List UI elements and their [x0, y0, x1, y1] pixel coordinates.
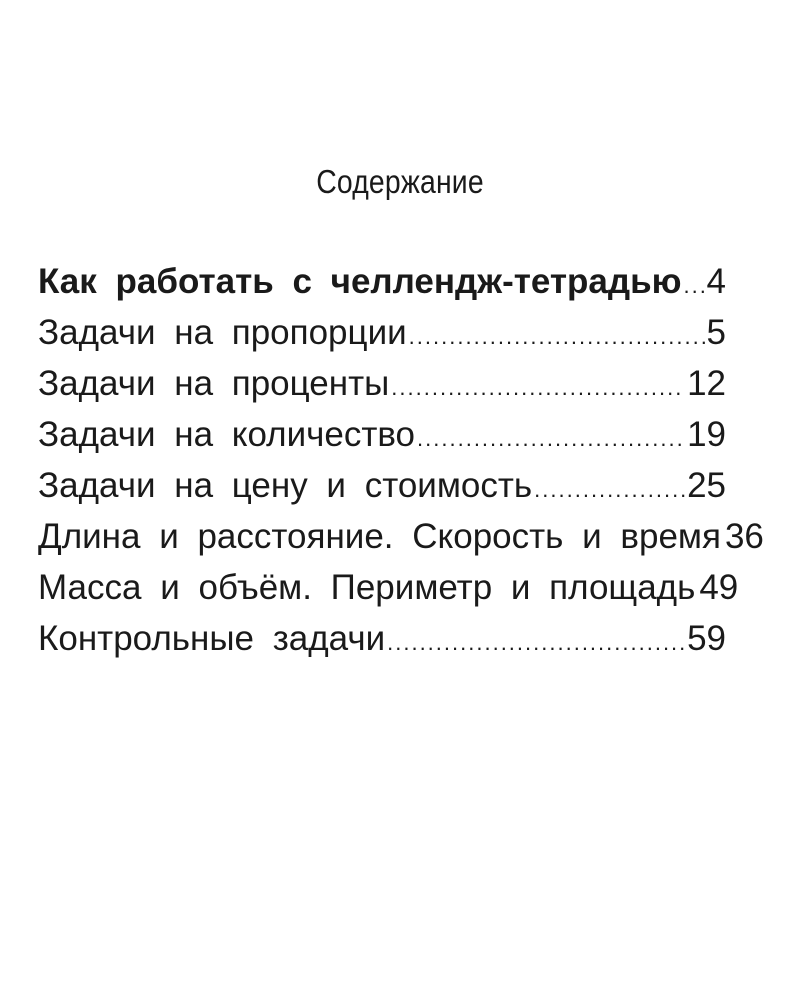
toc-entry-label: Масса и объём. Периметр и площадь — [38, 568, 696, 607]
toc-entry[interactable] — [38, 415, 726, 466]
toc-entry[interactable] — [38, 466, 726, 517]
toc-entry-page: 4 — [706, 262, 726, 301]
toc-entry-label: Задачи на пропорции — [38, 313, 407, 352]
toc-entry-page: 36 — [724, 517, 764, 556]
toc-entry[interactable] — [38, 517, 764, 568]
toc-entry-page: 25 — [687, 466, 726, 505]
toc-entry-label: Длина и расстояние. Скорость и время — [38, 517, 721, 556]
toc-entry-label: Контрольные задачи — [38, 619, 386, 658]
toc-entry-label: Задачи на количество — [38, 415, 416, 454]
toc-leader-dots — [387, 630, 685, 656]
toc-leader-dots — [683, 273, 704, 299]
toc-entry-page: 5 — [706, 313, 726, 352]
toc-entry[interactable] — [38, 262, 726, 313]
toc-entry-label: Как работать с челлендж-тетрадью — [38, 262, 682, 301]
toc-entry-label: Задачи на цену и стоимость — [38, 466, 533, 505]
toc-leader-dots — [391, 375, 685, 401]
toc-leader-dots — [534, 477, 685, 503]
toc-leader-dots — [417, 426, 685, 452]
toc-entry-page: 12 — [687, 364, 726, 403]
toc-entry[interactable] — [38, 364, 726, 415]
toc-entry-page: 49 — [699, 568, 739, 607]
toc-leader-dots — [409, 324, 705, 350]
toc-entry-label: Задачи на проценты — [38, 364, 390, 403]
toc-entry-page: 59 — [687, 619, 726, 658]
toc-entry[interactable] — [38, 568, 739, 619]
toc-entry[interactable] — [38, 619, 726, 670]
toc-entry-page: 19 — [687, 415, 726, 454]
page-title: Содержание — [316, 163, 484, 200]
table-of-contents — [38, 262, 764, 670]
toc-entry[interactable] — [38, 313, 726, 364]
